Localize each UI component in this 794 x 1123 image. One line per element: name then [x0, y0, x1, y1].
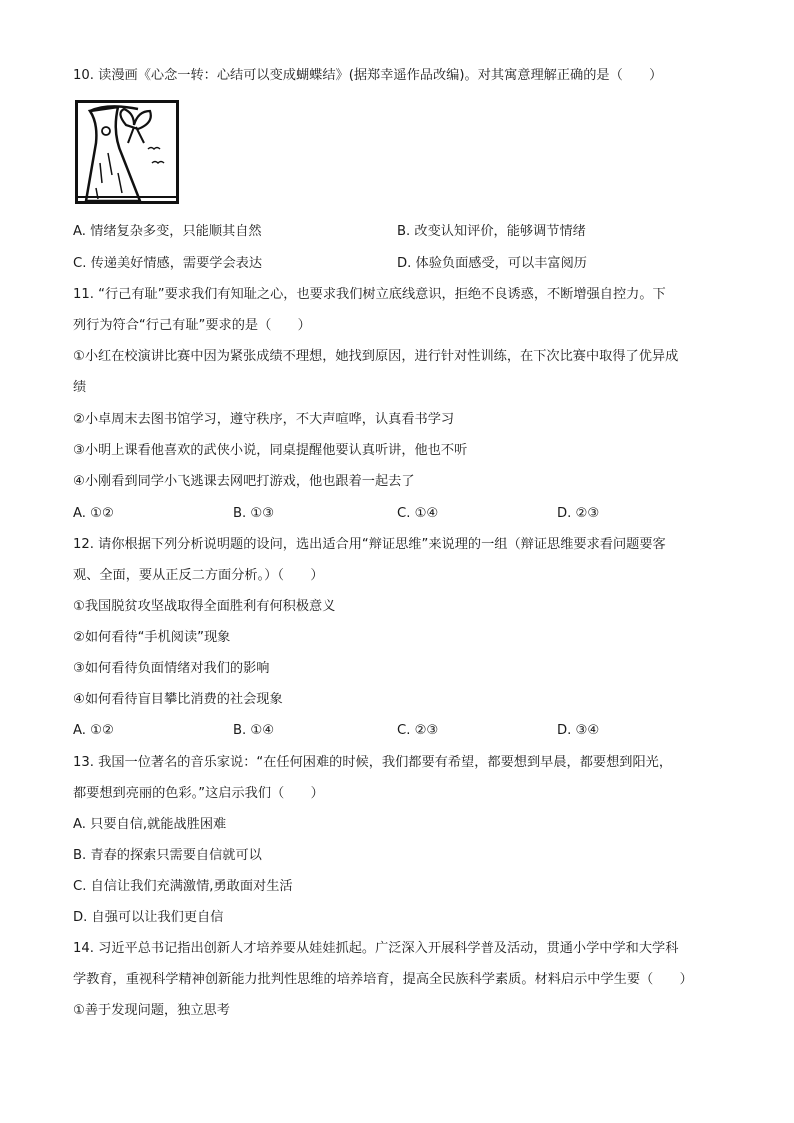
q10-option-a[interactable]: A. 情绪复杂多变，只能顺其自然: [73, 224, 262, 239]
cartoon-illustration: [75, 100, 179, 204]
q12-option-a[interactable]: A. ①②: [73, 723, 114, 738]
q11-item3: ③小明上课看他喜欢的武侠小说，同桌提醒他要认真听讲，他也不听: [73, 443, 468, 458]
q14-stem-line1: 14. 习近平总书记指出创新人才培养要从娃娃抓起。广泛深入开展科学普及活动，贯通小学中学和大学科: [73, 941, 679, 956]
q10-stem: 10. 读漫画《心念一转：心结可以变成蝴蝶结》(据郑幸遥作品改编)。对其寓意理解正确的是（ ）: [73, 68, 663, 83]
q11-option-b[interactable]: B. ①③: [233, 506, 275, 521]
q13-option-c[interactable]: C. 自信让我们充满激情,勇敢面对生活: [73, 879, 293, 894]
q10-option-b[interactable]: B. 改变认知评价，能够调节情绪: [397, 224, 586, 239]
q10-option-c[interactable]: C. 传递美好情感，需要学会表达: [73, 256, 263, 271]
q12-option-c[interactable]: C. ②③: [397, 723, 439, 738]
q13-option-a[interactable]: A. 只要自信,就能战胜困难: [73, 817, 227, 832]
q12-item2: ②如何看待“手机阅读”现象: [73, 630, 231, 645]
q11-option-a[interactable]: A. ①②: [73, 506, 114, 521]
q12-item3: ③如何看待负面情绪对我们的影响: [73, 661, 270, 676]
q13-stem-line1: 13. 我国一位著名的音乐家说：“在任何困难的时候，我们都要有希望，都要想到早晨，都要想到阳光，: [73, 755, 673, 770]
q11-stem-line1: 11. “行己有耻”要求我们有知耻之心，也要求我们树立底线意识，拒绝不良诱惑，不断增强自控力。下: [73, 287, 666, 302]
q12-option-b[interactable]: B. ①④: [233, 723, 275, 738]
q11-item2: ②小卓周末去图书馆学习，遵守秩序，不大声喧哗，认真看书学习: [73, 412, 455, 427]
q11-stem-line2: 列行为符合“行己有耻”要求的是（ ）: [73, 318, 311, 333]
q13-option-d[interactable]: D. 自强可以让我们更自信: [73, 910, 224, 925]
q14-stem-line2: 学教育，重视科学精神创新能力批判性思维的培养培育，提高全民族科学素质。材料启示中学生要（ ）: [73, 972, 693, 987]
q11-item1-line1: ①小红在校演讲比赛中因为紧张成绩不理想，她找到原因，进行针对性训练，在下次比赛中取得了优异成: [73, 349, 679, 364]
q13-option-b[interactable]: B. 青春的探索只需要自信就可以: [73, 848, 262, 863]
q14-item1: ①善于发现问题，独立思考: [73, 1003, 230, 1018]
q11-option-c[interactable]: C. ①④: [397, 506, 439, 521]
q11-item1-line2: 绩: [73, 380, 87, 395]
q12-item4: ④如何看待盲目攀比消费的社会现象: [73, 692, 283, 707]
cartoon-tree-bow-icon: [78, 103, 176, 201]
q11-item4: ④小刚看到同学小飞逃课去网吧打游戏，他也跟着一起去了: [73, 474, 415, 489]
q11-option-d[interactable]: D. ②③: [557, 506, 600, 521]
q12-stem-line1: 12. 请你根据下列分析说明题的设问，选出适合用“辩证思维”来说理的一组（辩证思维要求看问题要客: [73, 537, 666, 552]
q13-stem-line2: 都要想到亮丽的色彩。”这启示我们（ ）: [73, 786, 324, 801]
q10-option-d[interactable]: D. 体验负面感受，可以丰富阅历: [397, 256, 587, 271]
q12-option-d[interactable]: D. ③④: [557, 723, 600, 738]
q12-item1: ①我国脱贫攻坚战取得全面胜利有何积极意义: [73, 599, 336, 614]
q12-stem-line2: 观、全面，要从正反二方面分析。）（ ）: [73, 568, 324, 583]
